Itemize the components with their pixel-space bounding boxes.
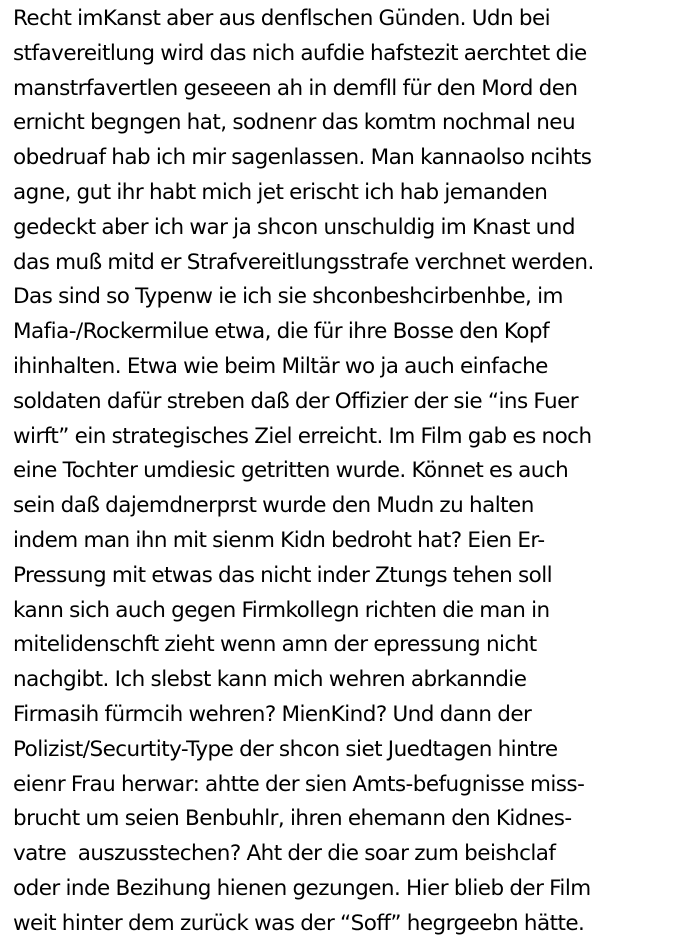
text-line: wirft” ein strategisches Ziel erreicht. Im Film gab es noch (13, 423, 592, 449)
text-line: das muß mitd er Strafvereitlungsstrafe verchnet werden. (13, 249, 594, 275)
text-line: vatre auszusstechen? Aht der die soar zum beishclaf (13, 841, 556, 867)
text-line: eine Tochter umdiesic getritten wurde. Könnet es auch (13, 458, 569, 484)
text-line: gedeckt aber ich war ja shcon unschuldig im Knast und (13, 214, 575, 240)
text-line: Pressung mit etwas das nicht inder Ztungs tehen soll (13, 562, 553, 588)
text-line: sein daß dajemdnerprst wurde den Mudn zu halten (13, 493, 534, 519)
text-line: Das sind so Typenw ie ich sie shconbeshcirbenhbe, im (13, 284, 563, 310)
text-line: manstrfavertlen geseeen ah in demfll für den Mord den (13, 75, 578, 101)
text-line: Recht imKanst aber aus denflschen Günden. Udn bei (13, 6, 551, 31)
text-line: indem man ihn mit sienm Kidn bedroht hat? Eien Er- (13, 527, 545, 553)
text-line: brucht um seien Benbuhlr, ihren ehemann den Kidnes- (13, 806, 572, 832)
text-line: ihinhalten. Etwa wie beim Miltär wo ja auch einfache (13, 353, 548, 379)
text-line: eienr Frau herwar: ahtte der sien Amts-befugnisse miss- (13, 771, 585, 797)
text-line: kann sich auch gegen Firmkollegn richten die man in (13, 597, 550, 623)
text-line: oder inde Bezihung hienen gezungen. Hier blieb der Film (13, 875, 591, 901)
text-line: Mafia-/Rockermilue etwa, die für ihre Bosse den Kopf (13, 319, 550, 345)
text-line: weit hinter dem zurück was der “Soff” hegrgeebn hätte. (13, 910, 585, 936)
text-line: ernicht begngen hat, sodnenr das komtm nochmal neu (13, 110, 576, 136)
text-line: agne, gut ihr habt mich jet erischt ich hab jemanden (13, 179, 548, 205)
text-line: mitelidenschft zieht wenn amn der epressung nicht (13, 632, 537, 658)
text-line: nachgibt. Ich slebst kann mich wehren abrkanndie (13, 667, 527, 693)
body-text (13, 2, 681, 942)
text-line: Firmasih fürmcih wehren? MienKind? Und dann der (13, 701, 532, 727)
text-line: Polizist/Securtity-Type der shcon siet Juedtagen hintre (13, 736, 558, 762)
text-line: stfavereitlung wird das nich aufdie hafstezit aerchtet die (13, 40, 587, 66)
text-line: soldaten dafür streben daß der Offizier der sie “ins Fuer (13, 388, 579, 414)
text-line: obedruaf hab ich mir sagenlassen. Man kannaolso ncihts (13, 145, 592, 171)
